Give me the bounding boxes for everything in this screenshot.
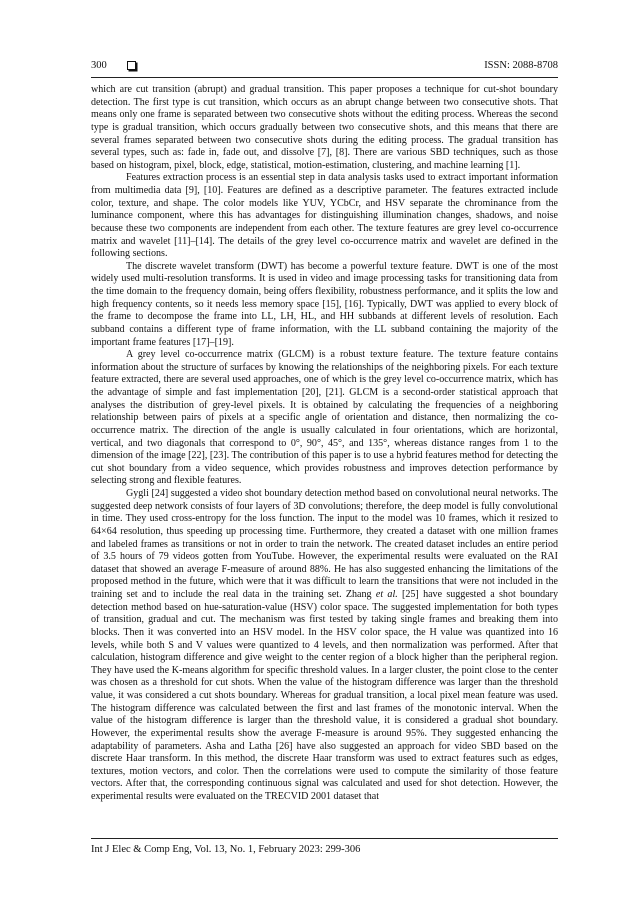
running-header (91, 58, 558, 74)
body-text (91, 84, 558, 804)
paragraph-1: which are cut transition (abrupt) and gradual transition. This paper proposes a technique for cut-shot boundary detection. The first type is cut transition, which occurs as an abrupt change between two consecutive shots. That means only one frame is separated between two consecutive shots without the editing process. Whereas the second type is gradual transition, which occurs gradually between two consecutive shots, and this means that there are several frames separated between two consecutive shots during the editing process. The gradual transition has several types, such as: fade in, fade out, and dissolve [7], [8]. There are various SBD techniques, such as those based on histogram, pixel, block, edge, statistical, motion-estimation, clustering, and machine learning [1]. (91, 84, 558, 171)
paragraph-5-part-a: Gygli [24] suggested a video shot boundary detection method based on convolutional neural networks. The suggested deep network consists of four layers of 3D convolutions; therefore, the deep model is fully convolutional in time. They used cross-entropy for the loss function. The input to the model was 10 frames, which it resized to 64×64 resolution, thus speeding up processing time. Furthermore, they created a dataset with one million frames and labeled frames as transitions or not in order to train the network. The created dataset includes an entire period of 3.5 hours of 79 videos gotten from YouTube. However, the experimental results were evaluated on the RAI dataset that showed an average F-measure of around 88%. He has also suggested enhancing the limitations of the proposed method in the future, which were that it was difficult to learn the transitions that were not included in the training set and to include the real data in the training set. Zhang (91, 488, 558, 600)
paragraph-5-part-b: [25] have suggested a shot boundary detection method based on hue-saturation-value (HSV) color space. The suggested implementation for both types of transition, gradual and cut. The mechanism was first tested by taking single frames and breaking them into blocks. Then it was converted into an HSV model. In the HSV color space, the H value was quantized into 16 levels, while both S and V values were quantized to 4 levels, and then normalization was performed. After that calculation, histogram difference and give weight to the center region of a block higher than the peripheral region. They have used the K-means algorithm for specific threshold values. In a larger cluster, the point close to the center was chosen as a threshold for cut shots. When the value of the histogram difference was larger than the threshold value, it was considered a cut shots boundary. Whereas for gradual transition, a local pixel mean feature was used. The histogram difference was calculated between the first and last frames of the monotonic interval. When the value of the histogram difference is larger than the threshold value, it is considered a gradual shot boundary. However, the experimental results show the average F-measure is around 95%. They suggested enhancing the adaptability of parameters. Asha and Latha [26] have also suggested an approach for video SBD based on the discrete Haar transform. In this method, the discrete Haar transform was used to extract features such as edges, textures, motion vectors, and color. Then the correlations were used to compute the similarity of those feature vectors. After that, the corresponding continuous signal was calculated and used for shot detection. However, the experimental results were evaluated on the TRECVID 2001 dataset that (91, 589, 558, 802)
issn-label: ISSN: 2088-8708 (484, 60, 558, 71)
et-al-italic: et al. (375, 589, 398, 600)
paragraph-4: A grey level co-occurrence matrix (GLCM) is a robust texture feature. The texture feature contains information about the structure of surfaces by knowing the relationships of the neighboring pixels. For each texture feature extracted, there are several used approaches, one of which is the grey level co-occurrence matrix, which has the advantage of simple and fast implementation [20], [21]. GLCM is a second-order statistical approach that analyses the distribution of grey-level pixels. It is obtained by calculating the frequencies of a neighboring relationship between pairs of pixels at a specific angle of orientation and distance, then normalizing the co-occurrence matrix. The direction of the angle is usually calculated in four orientations, which are horizontal, vertical, and two diagonals that correspond to 0°, 90°, 45°, and 135°, whereas distance ranges from 1 to the dimension of the image [22], [23]. The contribution of this paper is to use a hybrid features method for detecting the cut shot boundary from a video sequence, which provides robustness and improves detection performance by selecting strong and flexible features. (91, 349, 558, 487)
paragraph-2: Features extraction process is an essential step in data analysis tasks used to extract important information from multimedia data [9], [10]. Features are defined as a descriptive parameter. The features extracted include color, texture, and shape. The color models like YUV, YCbCr, and HSV separate the chrominance from the luminance component, where this has advantages for distinguishing illumination changes, shadows, and noise because these two components are independent from each other. The texture features are grey level co-occurrence matrix and wavelet [11]–[14]. The details of the grey level co-occurrence matrix and wavelet are defined in the following sections. (91, 172, 558, 260)
page-number: 300 (91, 60, 107, 71)
journal-citation-footer: Int J Elec & Comp Eng, Vol. 13, No. 1, February 2023: 299-306 (91, 844, 361, 855)
header-rule (91, 77, 558, 78)
square-bullet-icon (127, 61, 136, 70)
paragraph-5 (91, 488, 558, 804)
footer-rule (91, 838, 558, 839)
paragraph-3: The discrete wavelet transform (DWT) has become a powerful texture feature. DWT is one of the most widely used multi-resolution transforms. It is used in video and image processing tasks for transitioning data from the time domain to the frequency domain, being offers flexibility, robustness performance, and it splits the low and high frequency contents, so it needs less memory space [15], [16]. Typically, DWT was applied to every block of the frame to decompose the frame into LL, LH, HL, and HH subbands at different levels of resolution. Each subband contains a different type of frame information, with the LL subband containing the majority of the important frame features [17]–[19]. (91, 260, 558, 348)
